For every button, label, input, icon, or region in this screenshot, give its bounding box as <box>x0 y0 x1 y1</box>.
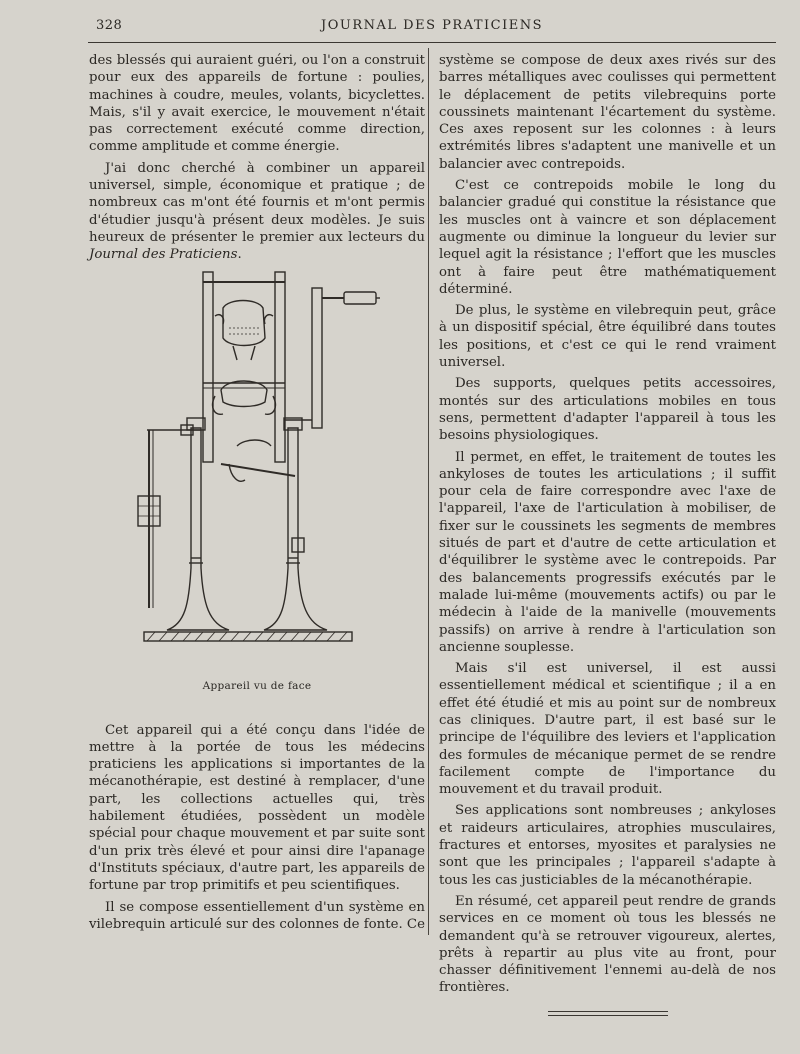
frame-left-bar <box>203 272 213 462</box>
right-paragraph-6: Mais s'il est universel, il est aussi essentiellement médical et scientifique ; il a en effet été étudié et mis au point sur de nombreux cas cliniques. D'autre part, il est basé sur le principe de l'équilibre des leviers et l'application des formules de mécanique permet de se rendre facilement compte de l'importance du mouvement et du travail produit. <box>439 661 776 798</box>
right-column-casting <box>264 428 327 630</box>
upper-cushion <box>223 300 265 345</box>
crank-arm <box>312 288 322 428</box>
figure-caption: Appareil vu de face <box>202 679 312 692</box>
crank-handle <box>344 292 376 304</box>
right-paragraph-3: De plus, le système en vilebrequin peut, grâce à un dispositif spécial, être équilibré dans toutes les positions, et c'est ce qui le rend vraiment universel. <box>439 303 776 371</box>
left-paragraph-3: Cet appareil qui a été conçu dans l'idée de mettre à la portée de tous les médecins praticiens les applications si importantes de la mécanothérapie, est destiné à remplacer, d'une part, les collections actuelles qui, très habilement étudiées, possèdent un modèle spécial pour chaque mouvement et par suite sont d'un prix très élevé et pour ainsi dire l'apanage d'Instituts spéciaux, d'autre part, les appareils de fortune par trop primitifs et peu scientifiques. <box>89 722 425 894</box>
right-paragraph-7: Ses applications sont nombreuses ; ankyloses et raideurs articulaires, atrophies musculaires, fractures et entorses, myosites et paralysies ne sont que les principales ; l'appareil s'adapte à tous les cas justiciables de la mécanothérapie. <box>439 803 776 888</box>
page-number: 328 <box>96 18 123 33</box>
left-paragraph-2-end: . <box>237 247 242 263</box>
right-paragraph-4: Des supports, quelques petits accessoires, montés sur des articulations mobiles en tous sens, permettent d'adapter l'appareil à tous les besoins physiologiques. <box>439 376 776 444</box>
page-header <box>88 14 776 36</box>
frame-right-bar <box>275 272 285 462</box>
apparatus-illustration <box>89 268 425 718</box>
journal-title: JOURNAL DES PRATICIENS <box>321 18 543 33</box>
right-paragraph-5: Il permet, en effet, le traitement de toutes les ankyloses de toutes les articulations ; il suffit pour cela de faire correspondre avec l'axe de l'appareil, l'axe de l'articulation à mobiliser, de fixer sur le coussinets les segments de membres situés de part et d'autre de cette articulation et d'équilibrer le système avec le contrepoids. Par des balancements progressifs exécutés par le malade lui-même (mouvements actifs) ou par le médecin à l'aide de la manivelle (mouvements passifs) on arrive à rendre à l'articulation son ancienne souplesse. <box>439 449 776 655</box>
apparatus-figure <box>89 268 425 718</box>
header-rule <box>88 42 776 43</box>
left-column-casting <box>167 428 229 630</box>
lower-support-curve <box>237 440 271 446</box>
journal-name-italic: Journal des Praticiens <box>89 247 238 263</box>
left-paragraph-1: des blessés qui auraient guéri, ou l'on a construit pour eux des appareils de fortune : poulies, machines à coudre, meules, volants, bicyclettes. Mais, s'il y avait exercice, le mouvement n'était pas correctement exécuté comme direction, comme amplitude et comme énergie. <box>89 53 425 155</box>
article-end-rule <box>548 1011 668 1016</box>
right-paragraph-2: C'est ce contrepoids mobile le long du balancier gradué qui constitue la résistance que les muscles ont à vaincre et son déplacement augmente ou diminue la longueur du levier sur lequel agit la résistance ; l'effort que les muscles ont à faire peut être mathématiquement déterminé. <box>439 178 776 297</box>
left-column <box>89 52 425 937</box>
left-paragraph-2 <box>89 160 425 264</box>
right-paragraph-1: système se compose de deux axes rivés sur des barres métalliques avec coulisses qui permettent le déplacement de petits vilebrequins porte coussinets maintenant l'écartement du système. Ces axes reposent sur les colonnes : à leurs extrémités libres s'adaptent une manivelle et un balancier avec contrepoids. <box>439 53 776 172</box>
left-paragraph-4: Il se compose essentiellement d'un système en vilebrequin articulé sur des colonnes de fonte. Ce <box>89 899 425 932</box>
right-column <box>439 52 776 1016</box>
left-paragraph-2-text: J'ai donc cherché à combiner un appareil universel, simple, économique et pratique ; de nombreux cas m'ont été fournis et m'ont permis d'étudier jusqu'à présent deux modèles. Je suis heureux de présenter le premier aux lecteurs du <box>89 160 425 245</box>
base-hatching <box>147 632 347 641</box>
right-paragraph-8: En résumé, cet appareil peut rendre de grands services en ce moment où tous les blessés ne demandent qu'à se retrouver vigoureux, alertes, prêts à repartir au plus vite au front, pour chasser définitivement l'ennemi au-delà de nos frontières. <box>439 893 776 996</box>
middle-cushion <box>221 381 267 407</box>
upper-cushion-hinges <box>233 346 255 360</box>
column-divider <box>428 48 429 935</box>
